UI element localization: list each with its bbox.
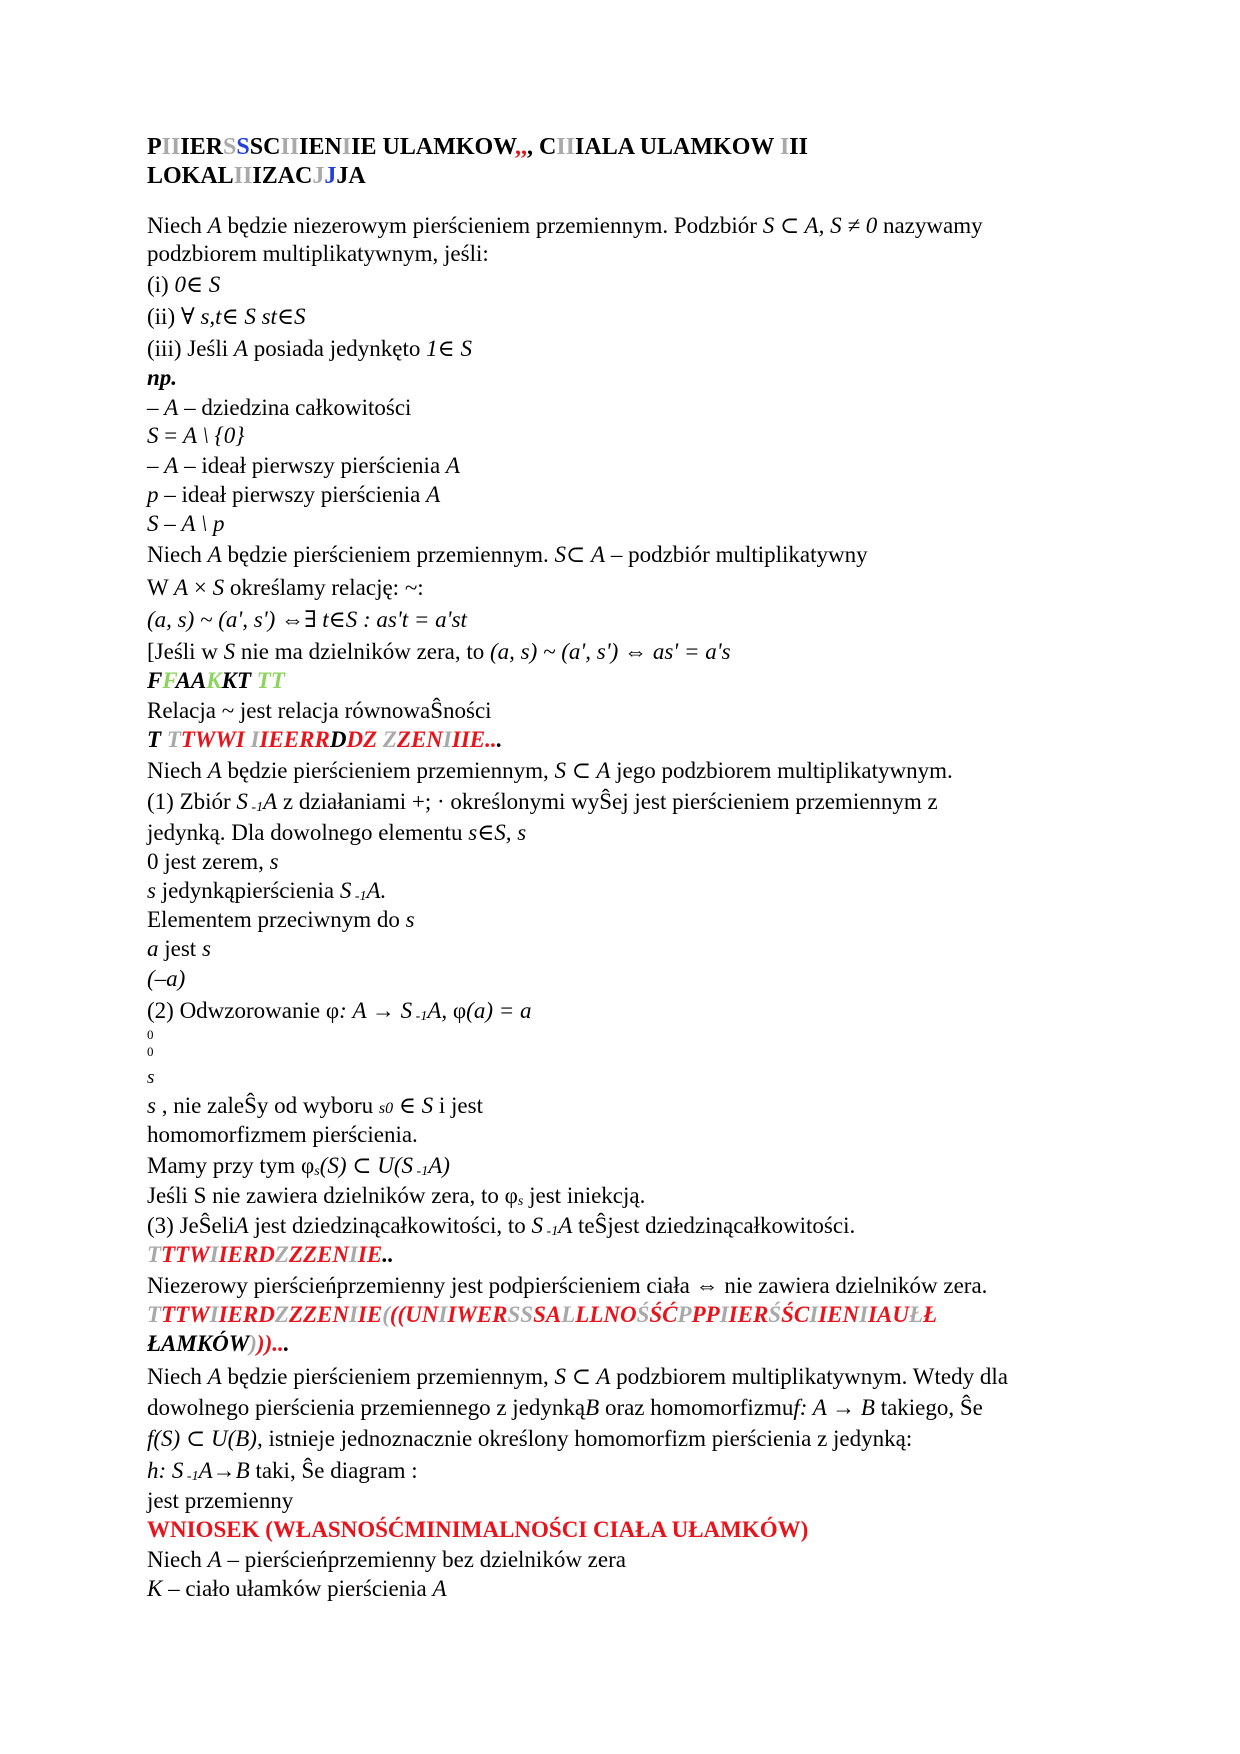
math-text: S xyxy=(554,542,566,567)
heading-fragment: SC xyxy=(249,134,281,160)
heading-fragment: ZZEN xyxy=(288,1302,349,1327)
heading-fragment: . xyxy=(496,727,503,752)
heading-fragment: JA xyxy=(336,163,366,189)
text: będzie pierścieniem przemiennym. xyxy=(221,542,555,567)
superscript: -1 xyxy=(413,1164,429,1179)
text: Niech xyxy=(147,213,208,238)
math-text: 1∈ S xyxy=(426,336,472,361)
math-text: s xyxy=(147,878,156,903)
heading-fragment: J xyxy=(324,163,337,189)
text: ⊂ xyxy=(565,542,591,567)
heading-fragment: IER xyxy=(728,1302,769,1327)
text: – podzbiór multiplikatywny xyxy=(605,542,868,567)
fragment-line: s xyxy=(147,1067,155,1088)
math-text: s xyxy=(147,1093,156,1118)
superscript: -1 xyxy=(247,800,264,815)
math-text: A. xyxy=(366,878,387,903)
math-text: A xyxy=(164,453,179,478)
text: W xyxy=(147,575,175,600)
text: = xyxy=(158,423,183,448)
heading-fragment: Ł xyxy=(908,1302,924,1327)
heading-fragment: I xyxy=(348,1242,358,1267)
math-text: A xyxy=(207,213,222,238)
heading-fragment: .. xyxy=(382,1242,394,1267)
text: jest dziedzinącałkowitości, to xyxy=(248,1213,532,1238)
text: (i) xyxy=(147,272,175,297)
math-text: A xyxy=(234,1213,249,1238)
math-text: 0∈ S xyxy=(174,272,221,297)
heading-fragment: I xyxy=(341,134,352,160)
corollary-heading: WNIOSEK (WŁASNOŚĆMINIMALNOŚCI CIAŁA UŁAMKÓW) xyxy=(147,1517,809,1542)
math-text: S ⊂ A xyxy=(554,1364,611,1389)
text: × xyxy=(188,575,213,600)
text: nazywamy xyxy=(877,213,983,238)
math-text: S xyxy=(147,511,159,536)
fragment-line: 0 xyxy=(147,1027,154,1042)
heading-fragment: IAU xyxy=(868,1302,909,1327)
heading-fragment: LLNO xyxy=(575,1302,637,1327)
text: – ciało ułamków pierścienia xyxy=(162,1576,433,1601)
example-line xyxy=(147,452,460,480)
heading-fragment: ŚĆ xyxy=(649,1302,678,1327)
heading-fragment: K xyxy=(206,668,222,693)
math-text: A \ p xyxy=(181,511,225,536)
condition-line xyxy=(147,303,305,331)
paragraph-line xyxy=(147,1182,645,1216)
math-text: A xyxy=(591,542,606,567)
heading-line-1 xyxy=(147,133,808,161)
heading-fragment: IALA ULAMKOW xyxy=(575,134,780,160)
text: posiada jedynkęto xyxy=(247,336,427,361)
heading-fragment: F xyxy=(162,668,176,693)
fragment-line: 0 xyxy=(147,1044,154,1059)
heading-fragment: II xyxy=(161,134,181,160)
math-text: B xyxy=(585,1395,600,1420)
math-text: f(S) ⊂ U(B), xyxy=(147,1426,263,1451)
math-text: A xyxy=(207,542,222,567)
heading-fragment: I xyxy=(348,1302,358,1327)
math-text: S xyxy=(531,1213,544,1238)
heading-fragment: II xyxy=(233,163,253,189)
theorem-heading xyxy=(147,726,502,754)
subscript: s xyxy=(314,1164,320,1179)
heading-fragment: IEN xyxy=(299,134,342,160)
math-text: A \ {0} xyxy=(182,423,245,448)
paragraph-line xyxy=(147,819,526,847)
math-text: A xyxy=(207,1364,222,1389)
heading-fragment: IE ULAMKOW xyxy=(351,134,515,160)
heading-fragment: T xyxy=(236,668,252,693)
math-text: A xyxy=(432,1576,447,1601)
math-text: f: A → B xyxy=(793,1395,875,1420)
text: Niech xyxy=(147,1364,208,1389)
text: nie ma dzielników zera, to xyxy=(235,639,490,664)
heading-fragment: L xyxy=(561,1302,576,1327)
subscript: s xyxy=(517,1194,524,1209)
fact-heading xyxy=(147,667,285,695)
paragraph-line: Niezerowy pierścieńprzemienny jest podpierścieniem ciała ⇔ nie zawiera dzielników zera. xyxy=(147,1273,988,1298)
math-text: A xyxy=(426,482,441,507)
heading-fragment: T xyxy=(147,1302,162,1327)
heading-fragment: SA xyxy=(533,1302,562,1327)
math-text: A, xyxy=(427,998,448,1023)
text: – xyxy=(147,453,165,478)
math-text: (a, s) ~ (a', s') ⇔ as' = a's xyxy=(490,639,731,664)
paragraph-line xyxy=(147,1092,483,1123)
heading-fragment: P xyxy=(147,134,162,160)
text: 0 jest zerem, xyxy=(147,849,270,874)
heading-fragment: Ś xyxy=(768,1302,782,1327)
heading-fragment: ,, xyxy=(514,134,527,160)
heading-fragment: J xyxy=(312,163,325,189)
text: będzie niezerowym pierścieniem przemiennym. Podzbiór xyxy=(221,213,763,238)
text: – dziedzina całkowitości xyxy=(178,395,412,420)
paragraph-line xyxy=(147,1546,626,1574)
example-line xyxy=(147,510,225,538)
text: (1) Zbiór xyxy=(147,789,237,814)
example-label: np. xyxy=(147,365,178,390)
text: będzie pierścieniem przemiennym, xyxy=(221,758,555,783)
heading-fragment: Ł xyxy=(923,1302,938,1327)
heading-fragment: T xyxy=(147,727,167,752)
heading-fragment: I xyxy=(209,1242,219,1267)
paragraph-line xyxy=(147,1394,983,1422)
condition-line xyxy=(147,335,472,363)
heading-fragment: Z xyxy=(274,1302,289,1327)
paragraph-line xyxy=(147,1457,418,1491)
math-text: s xyxy=(269,849,279,874)
text: teŜjest dziedzinącałkowitości. xyxy=(572,1213,856,1238)
math-text: A xyxy=(174,575,189,600)
paragraph-line xyxy=(147,935,211,963)
superscript: -1 xyxy=(183,1469,199,1484)
heading-fragment: DZ xyxy=(346,727,383,752)
text: Jeśli S nie zawiera dzielników zera, to φ xyxy=(147,1183,518,1208)
text: taki, Ŝe diagram : xyxy=(249,1458,418,1483)
math-text: S ⊂ A, S ≠ 0 xyxy=(762,213,878,238)
heading-fragment: I xyxy=(438,1302,448,1327)
heading-fragment: IEERR xyxy=(259,727,330,752)
math-text: s∈S, s xyxy=(468,820,527,845)
math-text: A xyxy=(233,336,248,361)
math-text: S ⊂ A xyxy=(554,758,611,783)
text: Niech xyxy=(147,542,208,567)
heading-fragment: ZEN xyxy=(396,727,443,752)
text: jest xyxy=(158,936,202,961)
heading-fragment: IWER xyxy=(447,1302,508,1327)
paragraph-line xyxy=(147,1425,912,1453)
text: dowolnego pierścienia przemiennego z jedynką xyxy=(147,1395,586,1420)
heading-fragment: . xyxy=(283,1331,290,1356)
heading-fragment: II xyxy=(556,134,576,160)
text: jego podzbiorem multiplikatywnym. xyxy=(610,758,953,783)
formula-line: (a, s) ~ (a', s') ⇔∃ t∈S : as't = a'st xyxy=(147,607,467,632)
heading-fragment: PP xyxy=(691,1302,720,1327)
heading-fragment: Ś xyxy=(636,1302,650,1327)
heading-fragment: Z xyxy=(382,727,397,752)
heading-fragment: Z xyxy=(274,1242,289,1267)
math-text: A xyxy=(445,453,460,478)
text: – xyxy=(147,395,165,420)
math-text: S xyxy=(421,1093,434,1118)
math-text: S xyxy=(212,575,225,600)
heading-fragment: F xyxy=(147,668,163,693)
heading-fragment: I xyxy=(859,1302,869,1327)
text: , nie zaleŜy od wyboru xyxy=(155,1093,379,1118)
paragraph-line xyxy=(147,574,424,602)
text: jedynką. Dla dowolnego elementu xyxy=(147,820,469,845)
heading-fragment: ( xyxy=(382,1302,390,1327)
heading-fragment: AA xyxy=(175,668,207,693)
text: Niech xyxy=(147,1547,208,1572)
heading-fragment: T xyxy=(147,1242,162,1267)
heading-fragment: LOKAL xyxy=(147,163,234,189)
superscript: -1 xyxy=(351,889,367,904)
heading-fragment: I xyxy=(779,134,790,160)
paragraph-line xyxy=(147,638,731,666)
text: z działaniami +; · określonymi wyŜej jest pierścieniem przemiennym z xyxy=(277,789,938,814)
heading-fragment: IEN xyxy=(818,1302,860,1327)
text: (3) JeŜeli xyxy=(147,1213,235,1238)
text: (iii) Jeśli xyxy=(147,336,234,361)
heading-fragment: IIE.. xyxy=(451,727,497,752)
text: (ii) ∀ xyxy=(147,304,201,329)
text: Niech xyxy=(147,758,208,783)
heading-fragment: I xyxy=(250,727,260,752)
paragraph-line xyxy=(147,788,938,822)
text: φ xyxy=(447,998,467,1023)
text: – ideał pierwszy pierścienia xyxy=(158,482,427,507)
heading-fragment: I xyxy=(442,727,452,752)
heading-fragment: K xyxy=(221,668,237,693)
text: jedynkąpierścienia xyxy=(155,878,340,903)
math-text: s xyxy=(405,907,415,932)
math-text: S xyxy=(147,423,159,448)
heading-fragment: ) xyxy=(249,1331,257,1356)
heading-fragment: IZAC xyxy=(252,163,313,189)
condition-line xyxy=(147,271,220,299)
math-text: A xyxy=(207,1547,222,1572)
heading-fragment: I xyxy=(809,1302,819,1327)
math-text: s,t∈ S st∈S xyxy=(200,304,306,329)
text: Mamy przy tym φ xyxy=(147,1153,315,1178)
heading-fragment: II xyxy=(280,134,300,160)
theorem-heading xyxy=(147,1241,394,1269)
superscript: -1 xyxy=(412,1009,428,1024)
paragraph-line: Relacja ~ jest relacja równowaŜności xyxy=(147,698,492,723)
math-text: : A → S xyxy=(339,998,413,1023)
text: – xyxy=(158,511,182,536)
heading-fragment: TWWI xyxy=(180,727,251,752)
heading-fragment: P xyxy=(677,1302,692,1327)
paragraph-line xyxy=(147,212,983,240)
math-text: (S) ⊂ U(S xyxy=(319,1153,414,1178)
math-text: A xyxy=(207,758,222,783)
text: istnieje jednoznacznie określony homomorfizm pierścienia z jedynką: xyxy=(262,1426,913,1451)
heading-fragment: ((UN xyxy=(389,1302,439,1327)
math-text: S xyxy=(223,639,236,664)
heading-fragment: IERD xyxy=(218,1302,275,1327)
theorem-heading xyxy=(147,1301,937,1329)
heading-fragment: I xyxy=(209,1302,219,1327)
math-text: A→B xyxy=(198,1458,250,1483)
heading-fragment: TT xyxy=(251,668,285,693)
heading-fragment: ŚC xyxy=(781,1302,810,1327)
math-text: s0 xyxy=(378,1100,394,1117)
paragraph-line xyxy=(147,541,868,569)
heading-fragment: SS xyxy=(507,1302,534,1327)
heading-fragment: TTW xyxy=(161,1242,210,1267)
text: – ideał pierwszy pierścienia xyxy=(178,453,446,478)
math-text: S xyxy=(236,789,248,814)
math-text: S xyxy=(339,878,352,903)
text: i jest xyxy=(433,1093,483,1118)
example-line xyxy=(147,422,244,450)
math-text: p xyxy=(147,482,159,507)
math-text: K xyxy=(147,1576,163,1601)
math-text: s xyxy=(201,936,211,961)
heading-fragment: S xyxy=(223,134,237,160)
math-text: h: S xyxy=(147,1458,184,1483)
example-line xyxy=(147,481,440,509)
heading-fragment: D xyxy=(329,727,347,752)
text: Elementem przeciwnym do xyxy=(147,907,406,932)
math-text: a xyxy=(147,936,159,961)
paragraph-line xyxy=(147,757,953,785)
math-text: A xyxy=(164,395,179,420)
paragraph-line xyxy=(147,1152,450,1186)
paragraph-line xyxy=(147,1575,447,1603)
heading-fragment: T xyxy=(166,727,181,752)
paragraph-line: homomorfizmem pierścienia. xyxy=(147,1122,418,1147)
theorem-heading-continued xyxy=(147,1330,290,1358)
text: określamy relację: ~: xyxy=(224,575,424,600)
paragraph-line: (–a) xyxy=(147,966,186,991)
text: ∈ xyxy=(393,1093,422,1118)
paragraph-line xyxy=(147,848,279,876)
heading-fragment: , C xyxy=(526,134,557,160)
math-text: A xyxy=(263,789,278,814)
heading-fragment: S xyxy=(236,134,250,160)
paragraph-line: jest przemienny xyxy=(147,1488,294,1513)
text: (2) Odwzorowanie φ xyxy=(147,998,340,1023)
text: będzie pierścieniem przemiennym, xyxy=(221,1364,555,1389)
superscript: -1 xyxy=(543,1224,559,1239)
paragraph-line xyxy=(147,906,415,934)
math-text: (a) = a xyxy=(466,998,532,1023)
text: takiego, Ŝe xyxy=(874,1395,983,1420)
heading-fragment: IERD xyxy=(218,1242,275,1267)
text: jest iniekcją. xyxy=(523,1183,646,1208)
heading-fragment: TTW xyxy=(161,1302,210,1327)
text: oraz homomorfizmu xyxy=(599,1395,794,1420)
example-line xyxy=(147,394,411,422)
paragraph-line: podzbiorem multiplikatywnym, jeśli: xyxy=(147,241,489,266)
heading-fragment: )).. xyxy=(256,1331,284,1356)
text: podzbiorem multiplikatywnym. Wtedy dla xyxy=(610,1364,1008,1389)
heading-fragment: ŁAMKÓW xyxy=(147,1331,250,1356)
heading-fragment: ZZEN xyxy=(288,1242,349,1267)
heading-fragment: IER xyxy=(180,134,224,160)
heading-fragment: II xyxy=(789,134,808,160)
heading-fragment: I xyxy=(719,1302,729,1327)
heading-fragment: IE xyxy=(357,1302,383,1327)
heading-line-2 xyxy=(147,162,366,190)
math-text: A) xyxy=(428,1153,450,1178)
heading-fragment: IE xyxy=(357,1242,383,1267)
text: – pierścieńprzemienny bez dzielników zera xyxy=(221,1547,626,1572)
paragraph-line xyxy=(147,997,532,1031)
paragraph-line xyxy=(147,1363,1008,1391)
math-text: A xyxy=(558,1213,573,1238)
text: [Jeśli w xyxy=(147,639,224,664)
